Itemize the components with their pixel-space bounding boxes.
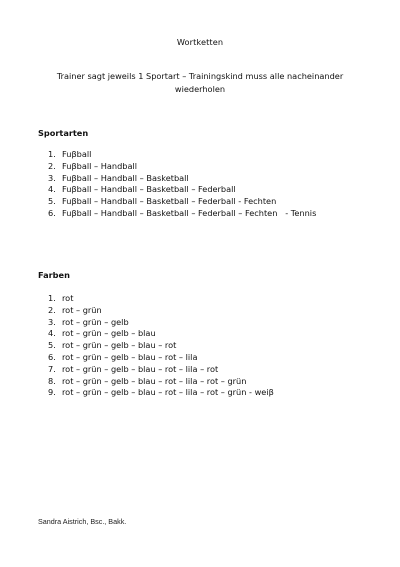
list-item-text: rot – grün – gelb – blau <box>62 328 156 339</box>
list-item <box>38 173 316 185</box>
list-number: 3. <box>48 316 56 327</box>
list-item <box>38 340 274 352</box>
list-item-text: rot – grün – gelb – blau – rot – lila – rot <box>62 363 219 374</box>
list-number: 6. <box>48 207 56 218</box>
list-number: 5. <box>48 196 56 207</box>
list-number: 5. <box>48 340 56 351</box>
page-title: Wortketten <box>176 37 224 47</box>
list-item <box>38 364 274 376</box>
list-item <box>38 305 274 317</box>
list-item <box>38 352 274 364</box>
list-number: 1. <box>48 149 56 159</box>
sportarten-list <box>38 149 316 220</box>
list-number: 8. <box>48 375 56 386</box>
list-number: 4. <box>48 184 56 195</box>
list-item-text: rot – grün – gelb – blau – rot – lila <box>62 351 198 362</box>
list-number: 6. <box>48 351 56 362</box>
list-item-text: rot – grün – gelb – blau – rot – lila – rot – grün - weiβ <box>62 387 274 398</box>
list-number: 4. <box>48 328 56 339</box>
section-heading-farben: Farben <box>38 270 70 280</box>
list-item <box>38 196 316 208</box>
list-item-text: Fuβball – Handball – Basketball – Federball - Fechten <box>62 196 277 207</box>
list-item <box>38 208 316 220</box>
footer-author: Sandra Aistrich, Bsc., Bakk. <box>38 517 127 526</box>
section-heading-sportarten: Sportarten <box>38 128 89 138</box>
list-item <box>38 376 274 388</box>
list-item-text: rot – grün – gelb – blau – rot <box>62 340 177 351</box>
list-item-text: rot – grün <box>62 304 102 315</box>
list-item-text: rot <box>62 293 74 303</box>
list-item <box>38 387 274 399</box>
list-item <box>38 149 316 161</box>
list-item-text: Fuβball – Handball – Basketball – Federball – Fechten - Tennis <box>62 207 317 218</box>
list-number: 7. <box>48 363 56 374</box>
list-number: 2. <box>48 304 56 315</box>
list-item-text: Fuβball – Handball <box>62 160 138 171</box>
list-item <box>38 328 274 340</box>
list-item <box>38 293 274 305</box>
list-item-text: rot – grün – gelb <box>62 316 129 327</box>
list-item <box>38 161 316 173</box>
list-number: 1. <box>48 293 56 303</box>
list-item <box>38 317 274 329</box>
list-number: 2. <box>48 160 56 171</box>
list-item-text: rot – grün – gelb – blau – rot – lila – rot – grün <box>62 375 247 386</box>
list-item-text: Fuβball <box>62 149 92 159</box>
list-number: 3. <box>48 172 56 183</box>
list-item-text: Fuβball – Handball – Basketball <box>62 172 189 183</box>
intro-paragraph: Trainer sagt jeweils 1 Sportart – Trainingskind muss alle nacheinander wiederholen <box>56 71 344 94</box>
list-number: 9. <box>48 387 56 398</box>
farben-list <box>38 293 274 399</box>
list-item-text: Fuβball – Handball – Basketball – Federball <box>62 184 236 195</box>
list-item <box>38 184 316 196</box>
